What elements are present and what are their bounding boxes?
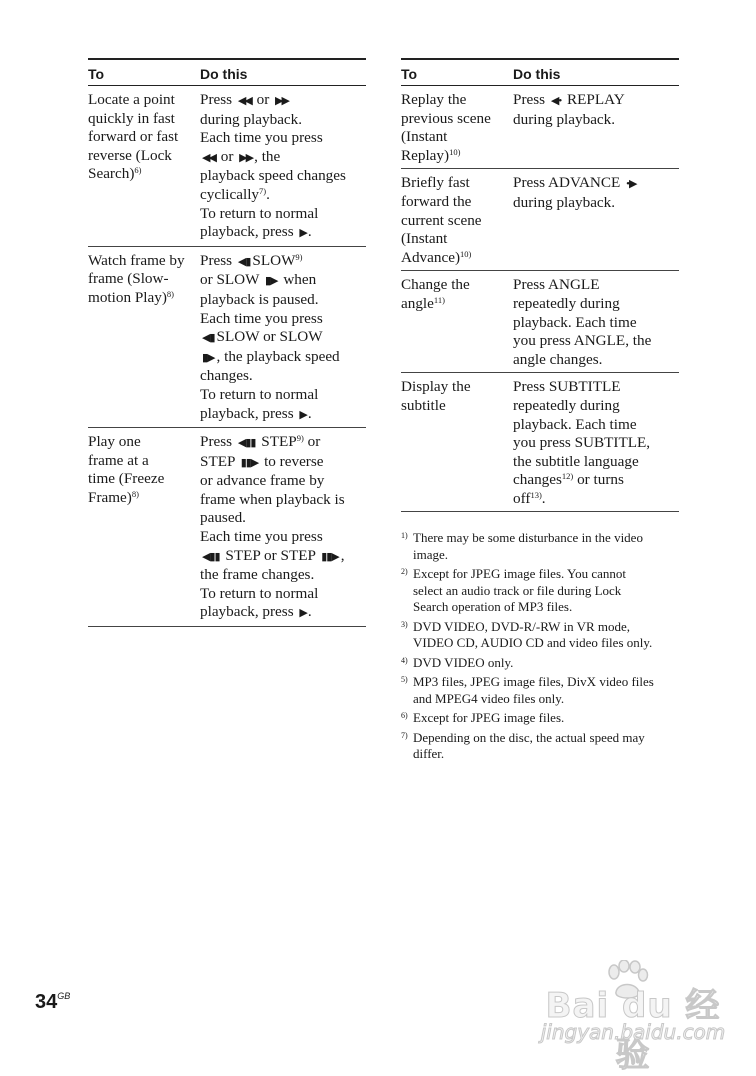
table-row — [88, 428, 366, 627]
footnote: 1) There may be some disturbance in the video image. — [401, 530, 643, 562]
step-reverse-icon: ◀▮▮ — [237, 437, 256, 450]
footnote: 5) MP3 files, JPEG image files, DivX video files and MPEG4 video files only. — [401, 674, 654, 706]
fast-forward-icon: ▶▶ — [239, 151, 253, 164]
row-do-cell: Press ◀• REPLAY during playback. — [513, 86, 679, 169]
page-number: $34^{GB}$ — [35, 991, 71, 1013]
slow-forward-icon: ▮▶ — [265, 275, 278, 288]
fast-reverse-icon: ◀◀ — [202, 151, 215, 164]
slow-reverse-icon: ◀▮ — [202, 332, 215, 345]
footnote: 2) Except for JPEG image files. You cannot select an audio track or file during Lock Search operation of MP3 files. — [401, 566, 627, 615]
footnote: 3) DVD VIDEO, DVD-R/-RW in VR mode, VIDEO CD, AUDIO CD and video files only. — [401, 618, 653, 651]
table-header-row — [401, 59, 679, 86]
row-to-cell: Display the subtitle — [401, 373, 513, 512]
row-do-cell: Press ANGLE repeatedly during playback. Each time you press ANGLE, the angle changes. — [513, 271, 679, 373]
play-icon: ▶ — [299, 607, 306, 620]
slow-reverse-icon: ◀▮ — [237, 255, 251, 268]
baidu-watermark — [538, 960, 738, 1075]
table-row — [88, 246, 366, 427]
table-row — [401, 373, 679, 512]
footnote-ref: 13) — [530, 489, 542, 500]
header-to: To — [401, 59, 513, 86]
fast-forward-icon: ▶▶ — [275, 95, 288, 107]
footnotes — [401, 530, 679, 763]
footnote-ref: 12) — [561, 471, 574, 482]
footnote-ref: 9) — [296, 433, 304, 444]
page-suffix: GB — [57, 991, 71, 1001]
fast-reverse-icon: ◀◀ — [237, 95, 251, 107]
right-column — [401, 58, 679, 766]
table-row — [401, 169, 679, 271]
row-to-cell: Replay the previous scene (Instant Replay)$^{10)}$ — [401, 86, 513, 169]
left-operations-table — [88, 58, 366, 627]
table-row — [88, 86, 366, 247]
watermark-brand: Bai du 经验 — [545, 986, 721, 1075]
footnote-ref: 11) — [433, 294, 445, 305]
step-reverse-icon: ◀▮▮ — [202, 550, 220, 563]
step-forward-icon: ▮▮▶ — [240, 456, 259, 469]
table-row — [401, 86, 679, 169]
table-row — [401, 271, 679, 373]
header-do-this: Do this — [200, 59, 366, 86]
footnote-ref: 10) — [449, 146, 461, 157]
step-forward-icon: ▮▮▶ — [321, 550, 339, 563]
footnote-ref: 8) — [131, 488, 139, 499]
play-icon: ▶ — [299, 408, 306, 421]
footnote: 6) Except for JPEG image files. — [401, 710, 565, 726]
footnote-ref: 10) — [460, 248, 472, 259]
row-do-cell: Press ◀▮ SLOW$^{9)}$ or SLOW ▮▶ when playback is paused. Each time you press ◀▮ SLOW or SLOW ▮▶ , the playback speed changes. To return to normal playback, press ▶ . — [200, 246, 366, 427]
footnote-ref: 7) — [259, 185, 267, 196]
row-do-cell: Press ◀◀ or ▶▶ during playback. Each time you press ◀◀ or ▶▶ , the playback speed changes cyclically$^{7)}$. To return to normal playback, press ▶ . — [200, 86, 366, 247]
replay-icon: ◀• — [550, 95, 562, 107]
header-do-this: Do this — [513, 59, 679, 86]
footnote-ref: 9) — [295, 251, 303, 262]
left-column — [88, 58, 366, 627]
right-operations-table — [401, 58, 679, 512]
table-header-row — [88, 59, 366, 86]
row-do-cell: Press ◀▮▮ STEP$^{9)}$ or STEP ▮▮▶ to reverse or advance frame by frame when playback is paused. Each time you press ◀▮▮ STEP or STEP ▮▮▶ , the frame changes. To return to normal playback, press ▶ . — [200, 428, 366, 627]
row-do-cell: Press SUBTITLE repeatedly during playback. Each time you press SUBTITLE, the subtitle language changes$^{12)}$ or turns off$^{13)}$. — [513, 373, 679, 512]
row-to-cell: Play one frame at a time (Freeze Frame)$^{8)}$ — [88, 428, 200, 627]
footnote-ref: 8) — [166, 288, 174, 299]
footnote: 7) Depending on the disc, the actual speed may differ. — [401, 729, 645, 762]
play-icon: ▶ — [299, 227, 306, 240]
row-to-cell: Briefly fast forward the current scene (Instant Advance)$^{10)}$ — [401, 169, 513, 271]
header-to: To — [88, 59, 200, 86]
row-to-cell: Watch frame by frame (Slow- motion Play)$^{8)}$ — [88, 246, 200, 427]
footnote-ref: 6) — [134, 165, 142, 176]
row-to-cell: Change the angle$^{11)}$ — [401, 271, 513, 373]
slow-forward-icon: ▮▶ — [202, 351, 215, 364]
footnote: 4) DVD VIDEO only. — [401, 654, 514, 670]
advance-icon: •▶ — [626, 178, 637, 191]
row-to-cell: Locate a point quickly in fast forward or fast reverse (Lock Search)$^{6)}$ — [88, 86, 200, 247]
row-do-cell: Press ADVANCE •▶ during playback. — [513, 169, 679, 271]
watermark-url: jingyan.baidu.com — [540, 1020, 726, 1044]
